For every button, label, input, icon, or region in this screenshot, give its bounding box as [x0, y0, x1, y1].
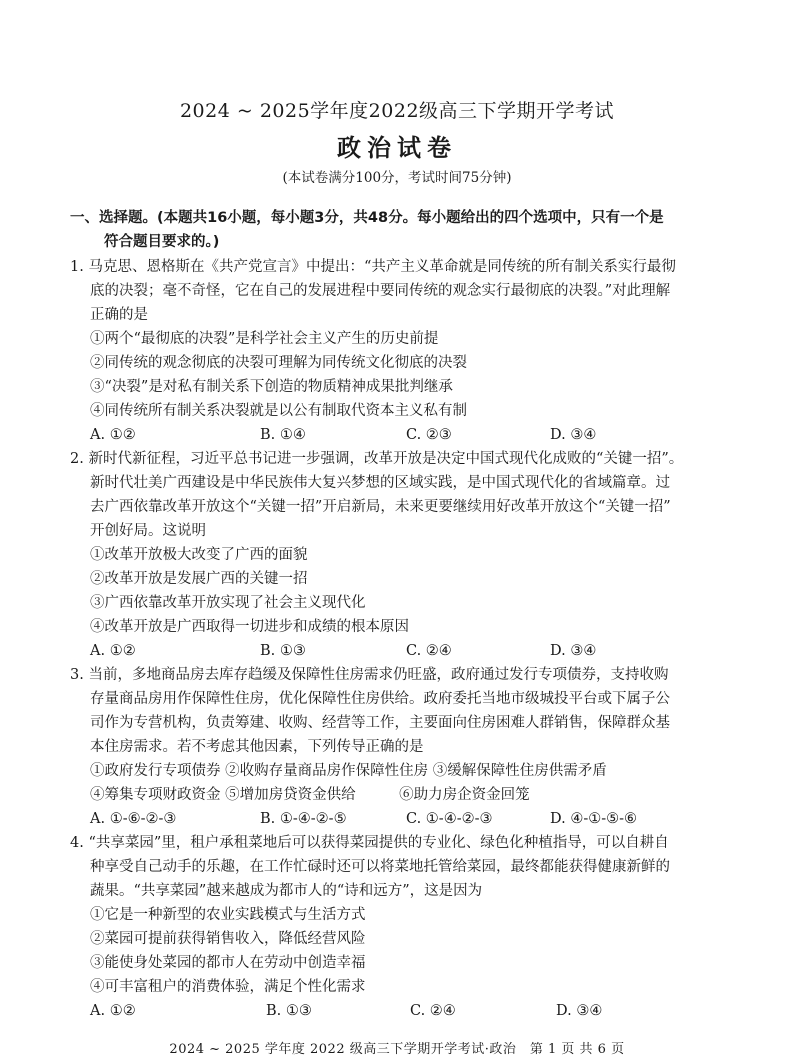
option-a[interactable]: A. ①-⑥-②-③ [90, 811, 177, 827]
section-heading [70, 206, 730, 254]
option-c[interactable]: C. ②④ [406, 643, 452, 659]
option-a[interactable]: A. ①② [90, 1003, 136, 1019]
answer-options [70, 423, 732, 447]
option-b[interactable]: B. ①-④-②-⑤ [260, 811, 347, 827]
option-b[interactable]: B. ①③ [260, 643, 306, 659]
option-d[interactable]: D. ③④ [550, 427, 597, 443]
subject-title: 政治试卷 [337, 133, 457, 162]
question-item: ①它是一种新型的农业实践模式与生活方式 [90, 907, 366, 923]
question-item: ③“决裂”是对私有制关系下创造的物质精神成果批判继承 [90, 379, 453, 395]
option-b[interactable]: B. ①③ [266, 1003, 312, 1019]
answer-options [70, 999, 732, 1023]
question-item: ④同传统所有制关系决裂就是以公有制取代资本主义私有制 [90, 403, 467, 419]
question-stem-line: 存量商品房用作保障性住房，优化保障性住房供给。政府委托当地市级城投平台或下属子公 [90, 691, 670, 707]
question-item: ②菜园可提前获得销售收入，降低经营风险 [90, 931, 366, 947]
exam-note: (本试卷满分100分，考试时间75分钟) [282, 170, 512, 186]
section-heading-line: 一、选择题。(本题共16小题，每小题3分，共48分。每小题给出的四个选项中，只有一个是 [70, 210, 664, 226]
question-item: ④可丰富租户的消费体验，满足个性化需求 [90, 979, 366, 995]
question-4 [70, 831, 732, 1023]
question-3 [70, 663, 732, 831]
option-a[interactable]: A. ①② [90, 427, 136, 443]
question-item: ③广西依靠改革开放实现了社会主义现代化 [90, 595, 366, 611]
option-b[interactable]: B. ①④ [260, 427, 306, 443]
question-stem-line: 2. 新时代新征程，习近平总书记进一步强调，改革开放是决定中国式现代化成败的“关键一招”。 [70, 451, 684, 467]
question-item: ④筹集专项财政资金 ⑤增加房贷资金供给 ⑥助力房企资金回笼 [90, 787, 530, 803]
answer-options [70, 639, 732, 663]
question-2 [70, 447, 732, 663]
question-stem-line: 开创好局。这说明 [90, 523, 206, 539]
question-stem-line: 去广西依靠改革开放这个“关键一招”开启新局，未来更要继续用好改革开放这个“关键一招” [90, 499, 671, 515]
answer-options [70, 807, 732, 831]
section-heading-line: 符合题目要求的。) [104, 234, 220, 250]
question-1 [70, 255, 732, 447]
option-a[interactable]: A. ①② [90, 643, 136, 659]
question-item: ③能使身处菜园的都市人在劳动中创造幸福 [90, 955, 366, 971]
question-stem-line: 本住房需求。若不考虑其他因素，下列传导正确的是 [90, 739, 424, 755]
question-stem-line: 1. 马克思、恩格斯在《共产党宣言》中提出：“共产主义革命就是同传统的所有制关系实行最彻 [70, 259, 676, 275]
question-stem-line: 4. “共享菜园”里，租户承租菜地后可以获得菜园提供的专业化、绿色化种植指导，可以自耕自 [70, 835, 669, 851]
question-stem-line: 正确的是 [90, 307, 148, 323]
question-stem-line: 蔬果。“共享菜园”越来越成为都市人的“诗和远方”，这是因为 [90, 883, 483, 899]
question-item: ②改革开放是发展广西的关键一招 [90, 571, 308, 587]
question-item: ④改革开放是广西取得一切进步和成绩的根本原因 [90, 619, 409, 635]
option-d[interactable]: D. ④-①-⑤-⑥ [550, 811, 638, 827]
question-item: ②同传统的观念彻底的决裂可理解为同传统文化彻底的决裂 [90, 355, 467, 371]
option-d[interactable]: D. ③④ [550, 643, 597, 659]
question-stem-line: 3. 当前，多地商品房去库存趋缓及保障性住房需求仍旺盛，政府通过发行专项债券，支持收购 [70, 667, 669, 683]
option-d[interactable]: D. ③④ [556, 1003, 603, 1019]
option-c[interactable]: C. ①-④-②-③ [406, 811, 493, 827]
exam-title: 2024 ~ 2025学年度2022级高三下学期开学考试 [179, 100, 615, 122]
question-stem-line: 新时代壮美广西建设是中华民族伟大复兴梦想的区域实践，是中国式现代化的省域篇章。过 [90, 475, 670, 491]
question-item: ①政府发行专项债券 ②收购存量商品房作保障性住房 ③缓解保障性住房供需矛盾 [90, 763, 607, 779]
question-stem-line: 司作为专营机构，负责筹建、收购、经营等工作，主要面向住房困难人群销售，保障群众基 [90, 715, 670, 731]
option-c[interactable]: C. ②③ [406, 427, 452, 443]
page-footer: 2024 ~ 2025 学年度 2022 级高三下学期开学考试·政治 第 1 页 共 6 页 [169, 1042, 625, 1057]
question-stem-line: 种享受自己动手的乐趣，在工作忙碌时还可以将菜地托管给菜园，最终都能获得健康新鲜的 [90, 859, 670, 875]
question-stem-line: 底的决裂；毫不奇怪，它在自己的发展进程中要同传统的观念实行最彻底的决裂。”对此理解 [90, 283, 671, 299]
question-item: ①两个“最彻底的决裂”是科学社会主义产生的历史前提 [90, 331, 439, 347]
question-item: ①改革开放极大改变了广西的面貌 [90, 547, 308, 563]
option-c[interactable]: C. ②④ [410, 1003, 456, 1019]
